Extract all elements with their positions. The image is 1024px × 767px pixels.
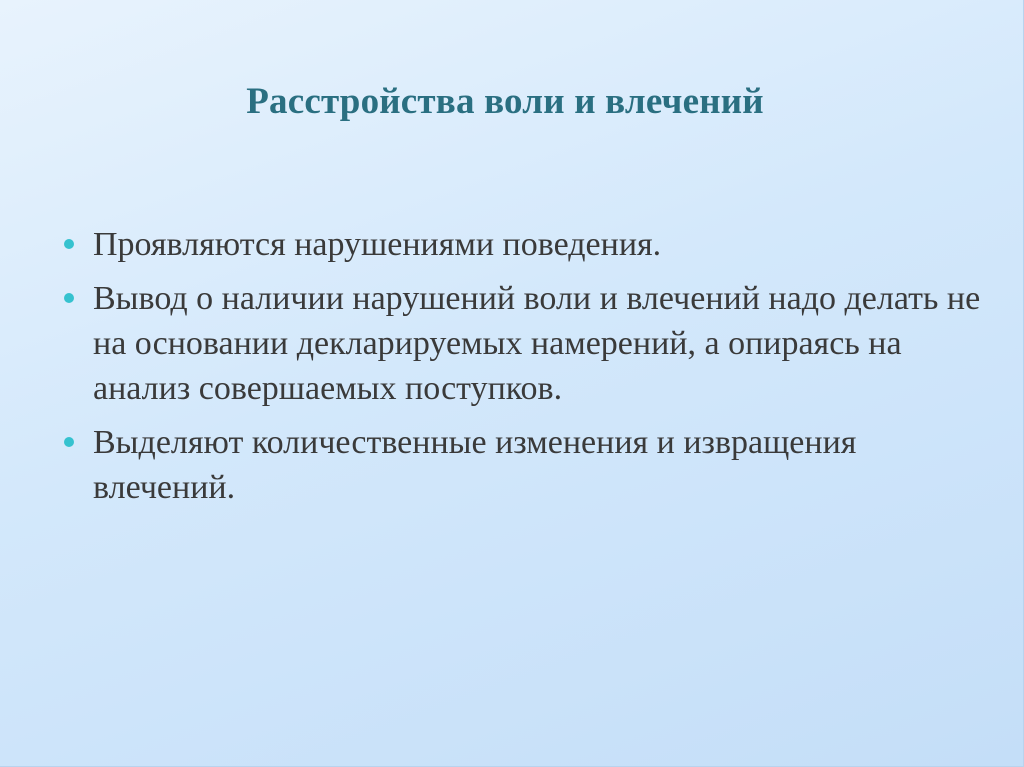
- bullet-text: Проявляются нарушениями поведения.: [93, 226, 662, 263]
- slide-title: Расстройства воли и влечений: [246, 81, 764, 122]
- bullet-text: Выделяют количественные изменения и извращения влечений.: [93, 424, 857, 506]
- bullet-text: Вывод о наличии нарушений воли и влечений надо делать не на основании декларируемых намерений, а опираясь на анализ совершаемых поступков.: [93, 280, 981, 407]
- bullet-dot-icon: [64, 293, 74, 303]
- bullet-item: [62, 420, 982, 510]
- bullet-dot-icon: [64, 437, 74, 447]
- bullet-list: [62, 222, 982, 519]
- bullet-dot-icon: [64, 239, 74, 249]
- bullet-item: [62, 222, 982, 267]
- bullet-item: [62, 276, 982, 411]
